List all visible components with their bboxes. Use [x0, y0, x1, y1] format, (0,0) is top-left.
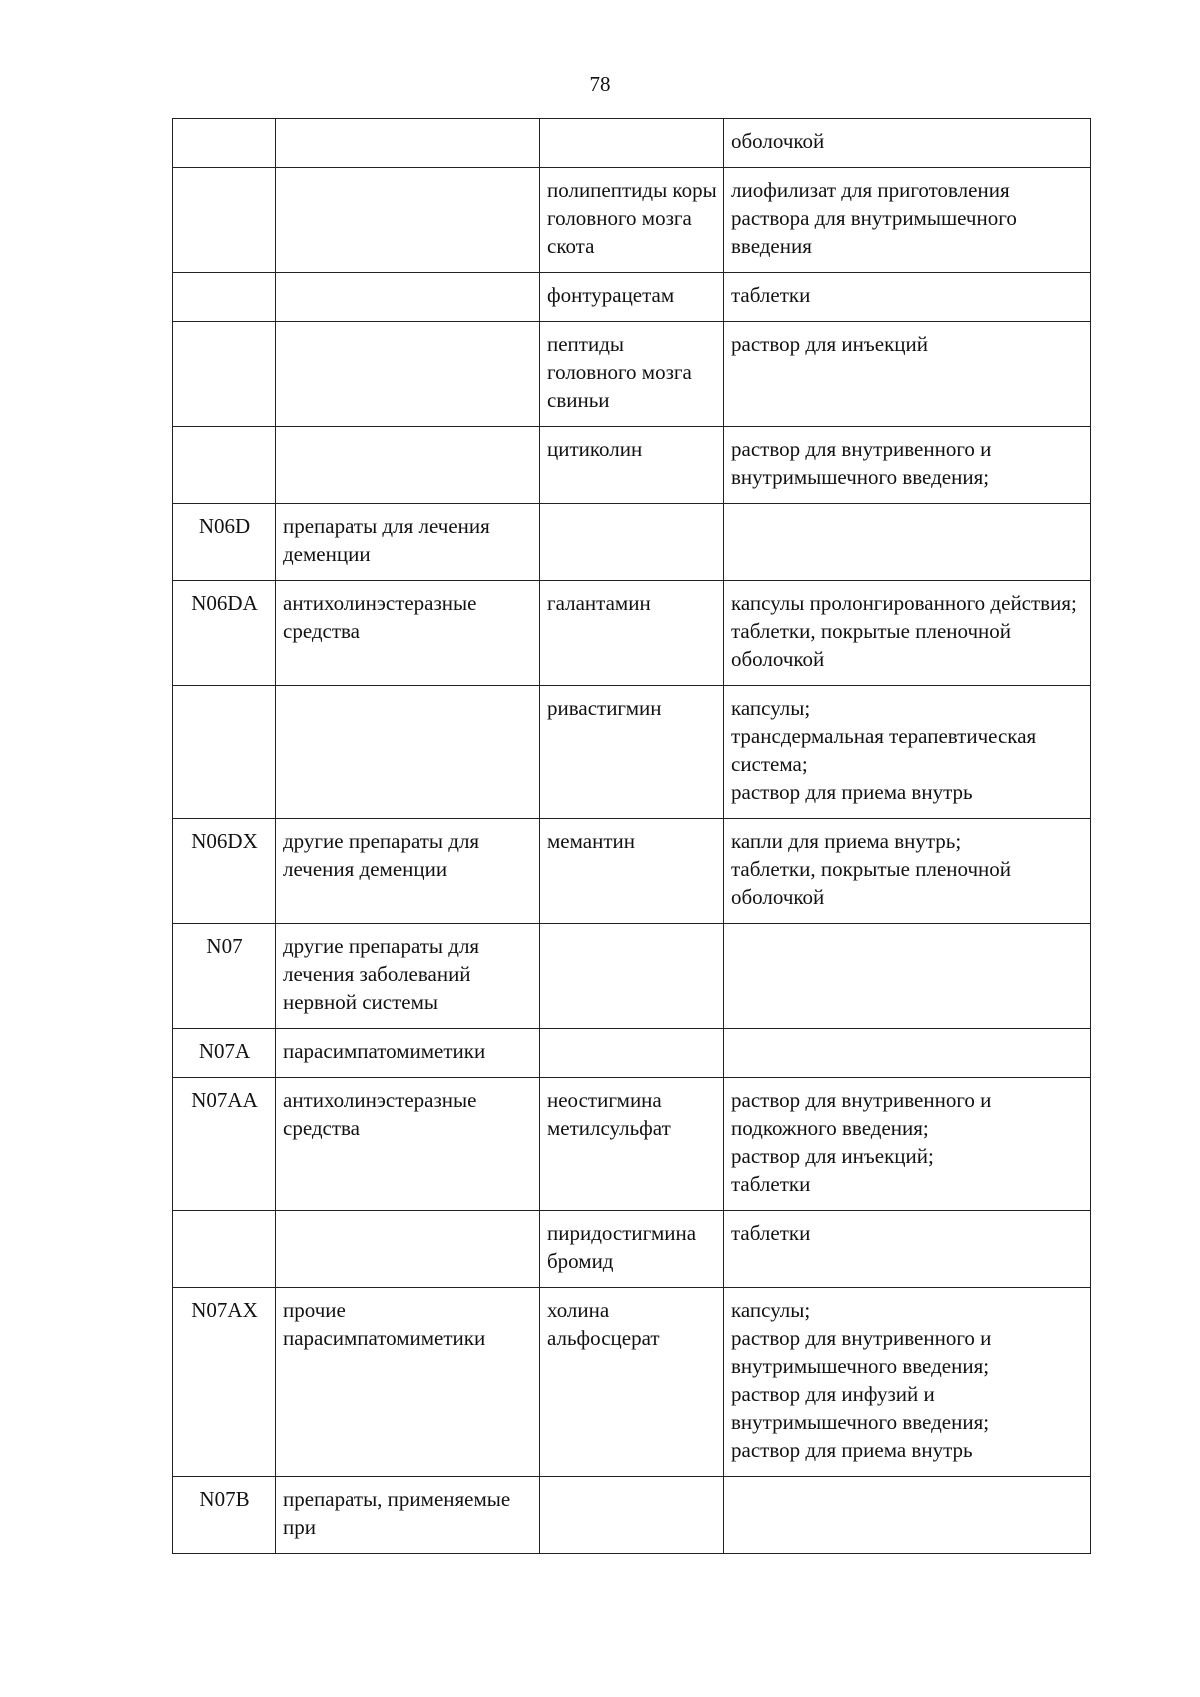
dosage-forms-cell — [724, 427, 1091, 504]
table-row — [173, 168, 1091, 273]
drug-name-cell: фонтурацетам — [540, 273, 724, 322]
drug-name-cell: мемантин — [540, 819, 724, 924]
atc-code-cell: N07A — [173, 1029, 276, 1078]
group-name-cell — [276, 1211, 540, 1288]
drug-name-cell — [540, 119, 724, 168]
atc-code-cell: N07 — [173, 924, 276, 1029]
atc-code-cell — [173, 427, 276, 504]
dosage-forms-cell — [724, 322, 1091, 427]
group-name-cell: прочие парасимпатомиметики — [276, 1288, 540, 1477]
dosage-form: капсулы; — [731, 1298, 811, 1322]
dosage-form: капсулы; — [731, 696, 811, 720]
dosage-form: таблетки, покрытые пленочной оболочкой — [731, 857, 1012, 909]
dosage-forms-cell — [724, 819, 1091, 924]
drug-name-cell — [540, 1477, 724, 1554]
table-body — [173, 119, 1091, 1554]
dosage-form: раствор для внутривенного и подкожного введения; — [731, 1088, 992, 1140]
table-row — [173, 119, 1091, 168]
dosage-form: трансдермальная терапевтическая система; — [731, 724, 1037, 776]
drug-name-cell: холина альфосцерат — [540, 1288, 724, 1477]
table-row — [173, 581, 1091, 686]
dosage-forms-cell — [724, 168, 1091, 273]
dosage-form: раствор для приема внутрь — [731, 1438, 973, 1462]
dosage-forms-cell — [724, 581, 1091, 686]
table-row — [173, 819, 1091, 924]
atc-code-cell: N06DA — [173, 581, 276, 686]
group-name-cell — [276, 686, 540, 819]
group-name-cell: другие препараты для лечения заболеваний нервной системы — [276, 924, 540, 1029]
dosage-form: таблетки — [731, 283, 811, 307]
table-row — [173, 1078, 1091, 1211]
group-name-cell: парасимпатомиметики — [276, 1029, 540, 1078]
dosage-form: оболочкой — [731, 129, 825, 153]
group-name-cell: препараты для лечения деменции — [276, 504, 540, 581]
atc-code-cell — [173, 322, 276, 427]
group-name-cell: препараты, применяемые при — [276, 1477, 540, 1554]
group-name-cell — [276, 322, 540, 427]
drug-name-cell: неостигмина метилсульфат — [540, 1078, 724, 1211]
drug-name-cell — [540, 1029, 724, 1078]
dosage-forms-cell — [724, 924, 1091, 1029]
table-row — [173, 322, 1091, 427]
dosage-forms-cell — [724, 1078, 1091, 1211]
atc-code-cell: N07B — [173, 1477, 276, 1554]
table-row — [173, 504, 1091, 581]
dosage-forms-cell — [724, 119, 1091, 168]
drug-name-cell — [540, 504, 724, 581]
drug-name-cell — [540, 924, 724, 1029]
drug-name-cell: пептиды головного мозга свиньи — [540, 322, 724, 427]
drug-name-cell: полипептиды коры головного мозга скота — [540, 168, 724, 273]
dosage-form: таблетки — [731, 1172, 811, 1196]
atc-code-cell: N06DX — [173, 819, 276, 924]
table-row — [173, 1211, 1091, 1288]
dosage-form: раствор для инъекций — [731, 332, 928, 356]
group-name-cell: антихолинэстеразные средства — [276, 581, 540, 686]
group-name-cell — [276, 168, 540, 273]
atc-code-cell — [173, 273, 276, 322]
atc-code-cell — [173, 1211, 276, 1288]
dosage-forms-cell — [724, 1288, 1091, 1477]
group-name-cell — [276, 427, 540, 504]
dosage-forms-cell — [724, 686, 1091, 819]
table-row — [173, 1288, 1091, 1477]
drug-name-cell: пиридостигмина бромид — [540, 1211, 724, 1288]
atc-code-cell: N06D — [173, 504, 276, 581]
dosage-forms-cell — [724, 1211, 1091, 1288]
dosage-form: раствор для внутривенного и внутримышечного введения; — [731, 437, 992, 489]
dosage-form: таблетки — [731, 1221, 811, 1245]
atc-code-cell — [173, 168, 276, 273]
atc-code-cell: N07AA — [173, 1078, 276, 1211]
dosage-forms-cell — [724, 273, 1091, 322]
table-row — [173, 924, 1091, 1029]
table-row — [173, 686, 1091, 819]
table-row — [173, 427, 1091, 504]
table-row — [173, 1477, 1091, 1554]
dosage-form: раствор для инъекций; — [731, 1144, 934, 1168]
table-row — [173, 1029, 1091, 1078]
dosage-form: капли для приема внутрь; — [731, 829, 962, 853]
dosage-forms-cell — [724, 1029, 1091, 1078]
atc-code-cell — [173, 686, 276, 819]
group-name-cell: антихолинэстеразные средства — [276, 1078, 540, 1211]
drug-name-cell: ривастигмин — [540, 686, 724, 819]
atc-code-cell: N07AX — [173, 1288, 276, 1477]
dosage-form: лиофилизат для приготовления раствора для внутримышечного введения — [731, 178, 1017, 258]
drug-name-cell: цитиколин — [540, 427, 724, 504]
dosage-form: раствор для инфузий и внутримышечного введения; — [731, 1382, 990, 1434]
drug-name-cell: галантамин — [540, 581, 724, 686]
dosage-form: таблетки, покрытые пленочной оболочкой — [731, 619, 1012, 671]
drug-table — [172, 118, 1091, 1554]
dosage-form: раствор для внутривенного и внутримышечного введения; — [731, 1326, 992, 1378]
dosage-forms-cell — [724, 1477, 1091, 1554]
page-number: 78 — [589, 72, 611, 96]
dosage-form: капсулы пролонгированного действия; — [731, 591, 1077, 615]
group-name-cell — [276, 273, 540, 322]
group-name-cell: другие препараты для лечения деменции — [276, 819, 540, 924]
atc-code-cell — [173, 119, 276, 168]
group-name-cell — [276, 119, 540, 168]
dosage-forms-cell — [724, 504, 1091, 581]
table-row — [173, 273, 1091, 322]
dosage-form: раствор для приема внутрь — [731, 780, 973, 804]
